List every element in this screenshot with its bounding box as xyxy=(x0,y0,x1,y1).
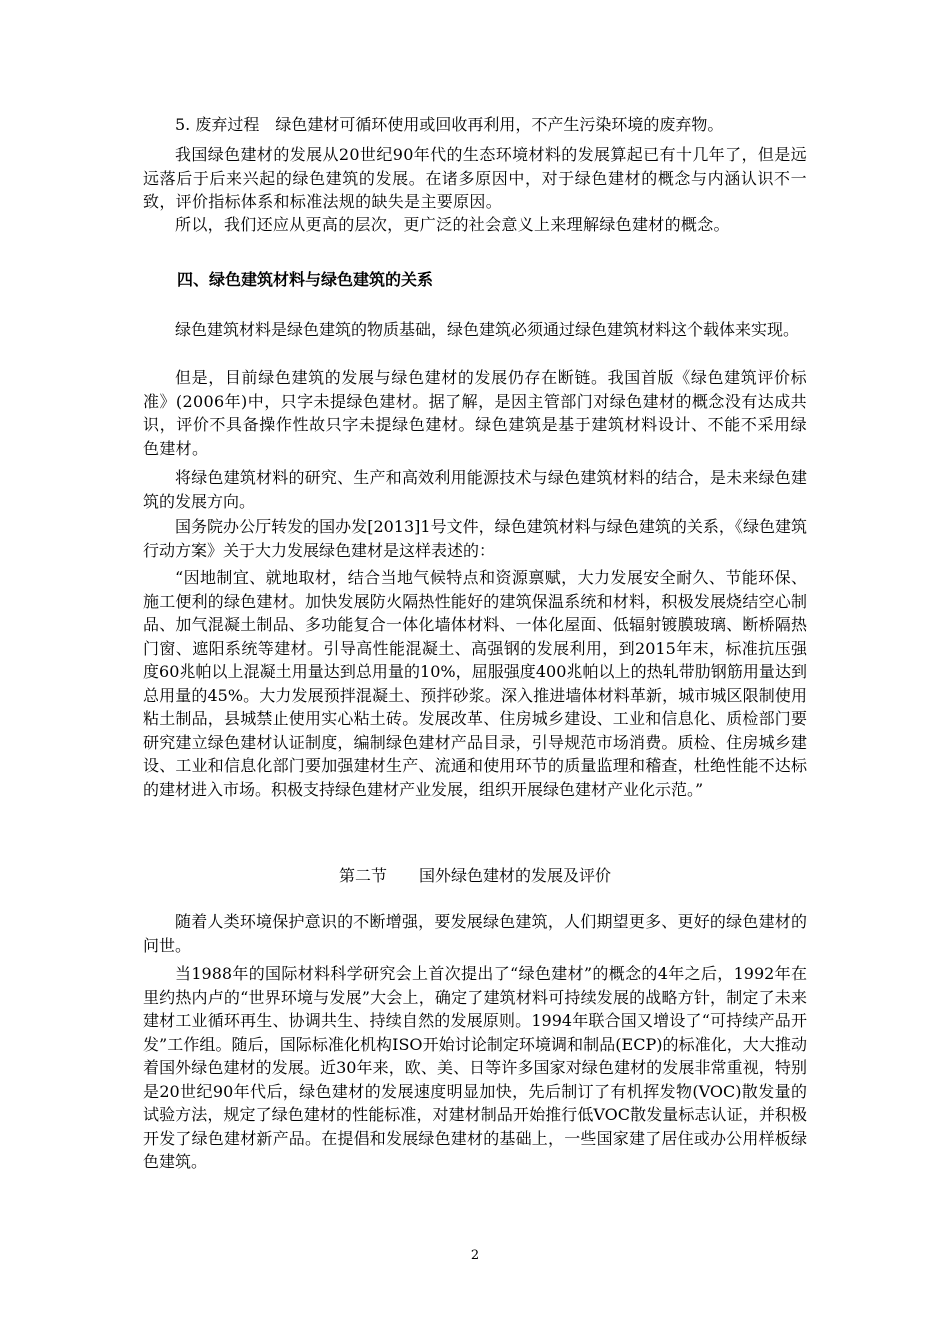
paragraph-material-basis: 绿色建筑材料是绿色建筑的物质基础，绿色建筑必须通过绿色建筑材料这个载体来实现。 xyxy=(175,320,800,339)
section-heading-relationship: 四、绿色建筑材料与绿色建筑的关系 xyxy=(177,270,434,289)
paragraph-environmental-awareness: 随着人类环境保护意识的不断增强，要发展绿色建筑，人们期望更多、更好的绿色建材的问世。 xyxy=(143,912,807,955)
paragraph-domestic-development: 我国绿色建材的发展从20世纪90年代的生态环境材料的发展算起已有十几年了，但是远远落后于后来兴起的绿色建筑的发展。在诸多原因中，对于绿色建材的概念与内涵认识不一致，评价指标体系和标准法规的缺失是主要原因。 xyxy=(143,145,807,211)
section-title-foreign-development: 第二节 国外绿色建材的发展及评价 xyxy=(338,866,611,885)
paragraph-international-history: 当1988年的国际材料科学研究会上首次提出了“绿色建材”的概念的4年之后，1992年在里约热内卢的“世界环境与发展”大会上，确定了建筑材料可持续发展的战略方针，制定了未来建材工业循环再生、协调共生、持续自然的发展原则。1994年联合国又增设了“可持续产品开发”工作组。随后，国际标准化机构ISO开始讨论制定环境调和制品(ECP)的标准化，大大推动着国外绿色建材的发展。近30年来，欧、美、日等许多国家对绿色建材的发展非常重视，特别是20世纪90年代后，绿色建材的发展速度明显加快，先后制订了有机挥发物(VOC)散发量的试验方法，规定了绿色建材的性能标准，对建材制品开始推行低VOC散发量标志认证，并积极开发了绿色建材新产品。在提倡和发展绿色建材的基础上，一些国家建了居住或办公用样板绿色建筑。 xyxy=(143,964,807,1171)
page-number: 2 xyxy=(470,1248,480,1263)
paragraph-state-council-document: 国务院办公厅转发的国办发[2013]1号文件，绿色建筑材料与绿色建筑的关系，《绿色建筑行动方案》关于大力发展绿色建材是这样表述的： xyxy=(143,517,807,560)
paragraph-disposal-process: 5. 废弃过程 绿色建材可循环使用或回收再利用，不产生污染环境的废弃物。 xyxy=(175,115,724,134)
paragraph-broken-chain: 但是，目前绿色建筑的发展与绿色建材的发展仍存在断链。我国首版《绿色建筑评价标准》(2006年)中，只字未提绿色建材。据了解，是因主管部门对绿色建材的概念没有达成共识，评价不具备操作性故只字未提绿色建材。绿色建筑是基于建筑材料设计、不能不采用绿色建材。 xyxy=(143,368,807,458)
paragraph-action-plan-quote: “因地制宜、就地取材，结合当地气候特点和资源禀赋，大力发展安全耐久、节能环保、施工便利的绿色建材。加快发展防火隔热性能好的建筑保温系统和材料，积极发展烧结空心制品、加气混凝土制品、多功能复合一体化墙体材料、一体化屋面、低辐射镀膜玻璃、断桥隔热门窗、遮阳系统等建材。引导高性能混凝土、高强钢的发展利用，到2015年末，标准抗压强度60兆帕以上混凝土用量达到总用量的10%，屈服强度400兆帕以上的热轧带肋钢筋用量达到总用量的45%。大力发展预拌混凝土、预拌砂浆。深入推进墙体材料革新，城市城区限制使用粘土制品，县城禁止使用实心粘土砖。发展改革、住房城乡建设、工业和信息化、质检部门要研究建立绿色建材认证制度，编制绿色建材产品目录，引导规范市场消费。质检、住房城乡建设、工业和信息化部门要加强建材生产、流通和使用环节的质量监理和稽查，杜绝性能不达标的建材进入市场。积极支持绿色建材产业发展，组织开展绿色建材产业化示范。” xyxy=(143,568,807,799)
paragraph-higher-level-understanding: 所以，我们还应从更高的层次，更广泛的社会意义上来理解绿色建材的概念。 xyxy=(175,215,730,234)
paragraph-future-direction: 将绿色建筑材料的研究、生产和高效利用能源技术与绿色建筑材料的结合，是未来绿色建筑的发展方向。 xyxy=(143,468,807,511)
